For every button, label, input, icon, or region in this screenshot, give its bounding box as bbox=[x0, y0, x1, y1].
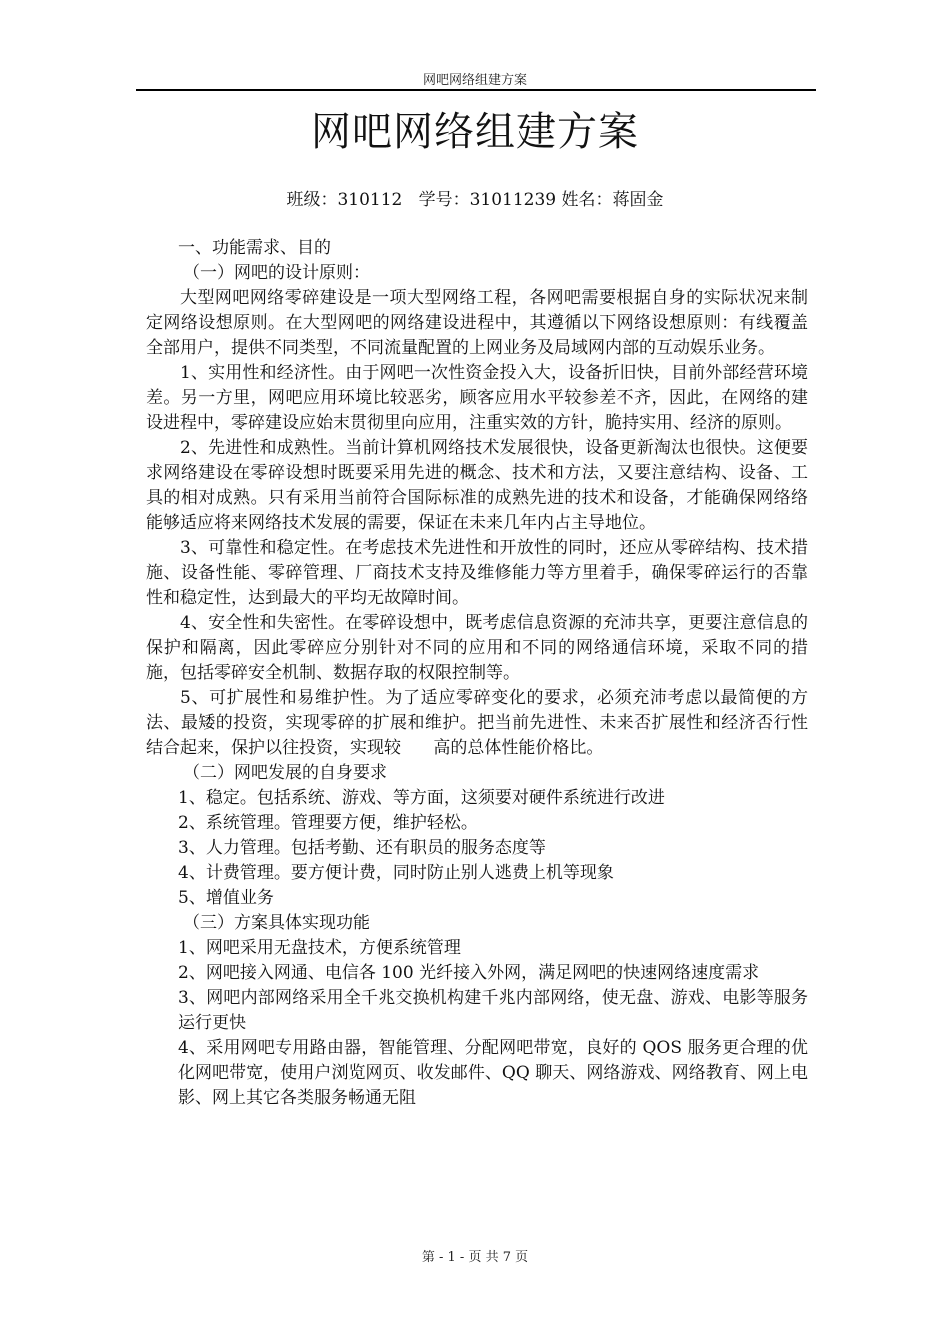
paragraph: 5、可扩展性和易维护性。为了适应零碎变化的要求，必须充沛考虑以最简便的方法、最矮的投资，实现零碎的扩展和维护。把当前先进性、未来否扩展性和经济否行性结合起来，保护以往投资，实现较 高的总体性能价格比。 bbox=[146, 688, 808, 758]
list-item: 1、稳定。包括系统、游戏、等方面，这须要对硬件系统进行改进 bbox=[178, 788, 665, 808]
paragraph: 2、先进性和成熟性。当前计算机网络技术发展很快，设备更新淘汰也很快。这便要求网络建设在零碎设想时既要采用先进的概念、技术和方法，又要注意结构、设备、工具的相对成熟。只有采用当前符合国际标准的成熟先进的技术和设备，才能确保网络络能够适应将来网络技术发展的需要，保证在未来几年内占主导地位。 bbox=[146, 438, 808, 533]
list-item: 2、网吧接入网通、电信各 100 光纤接入外网，满足网吧的快速网络速度需求 bbox=[178, 963, 760, 983]
section-heading: 一、功能需求、目的 bbox=[178, 238, 331, 258]
subsection-heading: （二）网吧发展的自身要求 bbox=[183, 763, 387, 783]
list-item: 3、人力管理。包括考勤、还有职员的服务态度等 bbox=[178, 838, 546, 858]
paragraph: 3、可靠性和稳定性。在考虑技术先进性和开放性的同时，还应从零碎结构、技术措施、设备性能、零碎管理、厂商技术支持及维修能力等方里着手，确保零碎运行的否靠性和稳定性，达到最大的平均无故障时间。 bbox=[146, 538, 808, 608]
student-id-info: 学号：31011239 bbox=[418, 190, 557, 210]
list-item: 4、采用网吧专用路由器，智能管理、分配网吧带宽，良好的 QOS 服务更合理的优化网吧带宽，使用户浏览网页、收发邮件、QQ 聊天、网络游戏、网络教育、网上电影、网上其它各类服务畅通无阻 bbox=[178, 1038, 808, 1108]
page-header: 网吧网络组建方案 bbox=[422, 73, 527, 88]
paragraph: 4、安全性和失密性。在零碎设想中，既考虑信息资源的充沛共享，更要注意信息的保护和隔离，因此零碎应分别针对不同的应用和不同的网络通信环境，采取不同的措施，包括零碎安全机制、数据存取的权限控制等。 bbox=[146, 613, 808, 683]
paragraph: 大型网吧网络零碎建设是一项大型网络工程，各网吧需要根据自身的实际状况来制定网络设想原则。在大型网吧的网络建设进程中，其遵循以下网络设想原则：有线覆盖全部用户，提供不同类型，不同流量配置的上网业务及局域网内部的互动娱乐业务。 bbox=[146, 288, 808, 358]
subsection-heading: （三）方案具体实现功能 bbox=[183, 913, 370, 933]
list-item: 3、网吧内部网络采用全千兆交换机构建千兆内部网络，使无盘、游戏、电影等服务运行更快 bbox=[178, 988, 808, 1033]
student-name-info: 姓名：蒋固金 bbox=[561, 190, 664, 210]
paragraph: 1、实用性和经济性。由于网吧一次性资金投入大，设备折旧快，目前外部经营环境差。另一方里，网吧应用环境比较恶劣，顾客应用水平较参差不齐，因此，在网络的建设进程中，零碎建设应始末贯彻里向应用，注重实效的方针，脆持实用、经济的原则。 bbox=[146, 363, 808, 433]
header-divider bbox=[136, 89, 816, 91]
list-item: 4、计费管理。要方便计费，同时防止别人逃费上机等现象 bbox=[178, 863, 614, 883]
document-body bbox=[146, 236, 808, 1111]
class-info: 班级：310112 bbox=[286, 190, 403, 210]
document-title: 网吧网络组建方案 bbox=[311, 109, 639, 155]
subsection-heading: （一）网吧的设计原则： bbox=[183, 263, 370, 283]
author-info bbox=[0, 188, 950, 212]
list-item: 5、增值业务 bbox=[178, 888, 274, 908]
page-footer: 第 - 1 - 页 共 7 页 bbox=[421, 1250, 529, 1265]
list-item: 2、系统管理。管理要方便，维护轻松。 bbox=[178, 813, 478, 833]
list-item: 1、网吧采用无盘技术，方便系统管理 bbox=[178, 938, 461, 958]
